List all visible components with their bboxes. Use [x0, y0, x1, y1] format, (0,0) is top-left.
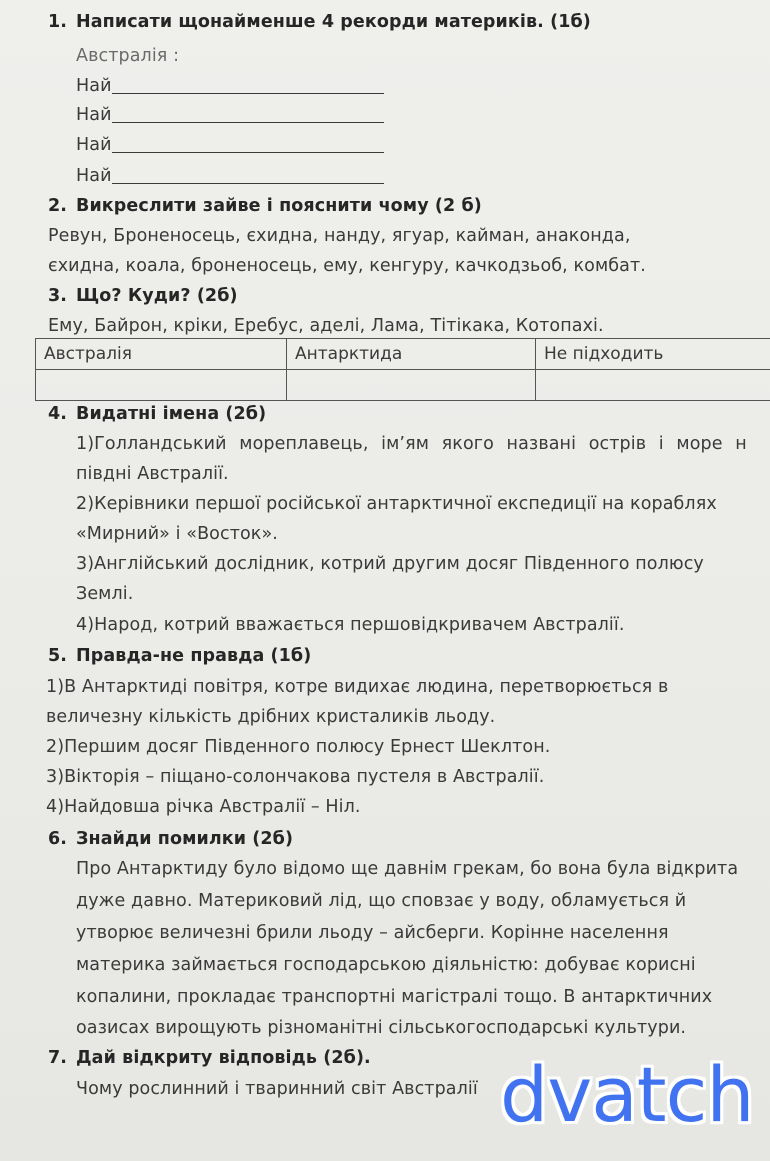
q6-line-5: копалини, прокладає транспортні магістралі тощо. В антарктичних	[76, 987, 713, 1007]
q1-blank-prefix-3: Най	[76, 135, 112, 155]
q6-line-2: дуже давно. Материковий лід, що сповзає у воду, обламується й	[76, 891, 687, 911]
q2-title: Викреслити зайве і пояснити чому (2 б)	[76, 196, 482, 216]
table-cell-antarctica[interactable]	[287, 370, 536, 401]
q6-line-1: Про Антарктиду було відомо ще давнім грекам, бо вона була відкрита	[76, 859, 739, 879]
q4-heading	[48, 402, 266, 426]
q3-word-list: Ему, Байрон, кріки, Еребус, аделі, Лама, Тітікака, Котопахі.	[48, 316, 604, 336]
q5-line-5: 4)Найдовша річка Австралії – Ніл.	[46, 797, 361, 817]
q4-line-2: півдні Австралії.	[76, 464, 229, 484]
q6-heading	[48, 827, 293, 851]
q2-number: 2.	[48, 196, 68, 216]
q1-heading	[48, 10, 591, 34]
q4-line-3: 2)Керівники першої російської антарктичної експедиції на кораблях	[76, 494, 717, 514]
q5-line-2: величезну кількість дрібних кристаликів льоду.	[46, 707, 496, 727]
q1-answer-line-1	[112, 93, 384, 94]
q3-title: Що? Куди? (2б)	[76, 286, 238, 306]
table-answer-row	[36, 370, 770, 401]
table-cell-australia[interactable]	[36, 370, 287, 401]
q5-heading	[48, 644, 311, 668]
q4-line-4: «Мирний» і «Восток».	[76, 524, 278, 544]
q3-number: 3.	[48, 286, 68, 306]
q4-line-6: Землі.	[76, 584, 134, 604]
q5-line-4: 3)Вікторія – піщано-солончакова пустеля в Австралії.	[46, 767, 545, 787]
q1-continent-label: Австралія :	[76, 46, 180, 66]
q1-title: Написати щонайменше 4 рекорди материків. (1б)	[76, 12, 591, 32]
watermark-logo: dvatch	[500, 1050, 754, 1139]
q6-line-4: материка займається господарською діяльністю: добуває корисні	[76, 955, 696, 975]
q3-heading	[48, 284, 238, 308]
q5-title: Правда-не правда (1б)	[76, 646, 312, 666]
q1-answer-line-4	[112, 183, 384, 184]
q7-number: 7.	[48, 1048, 68, 1068]
q2-line-2: єхидна, коала, броненосець, ему, кенгуру, качкодзьоб, комбат.	[48, 256, 646, 276]
table-header-australia: Австралія	[36, 339, 287, 370]
q6-line-6: оазисах вирощують різноманітні сільськогосподарські культури.	[76, 1018, 687, 1038]
q6-line-3: утворює величезні брили льоду – айсберги. Корінне населення	[76, 923, 669, 943]
q2-heading	[48, 194, 482, 218]
q1-answer-line-2	[112, 122, 384, 123]
q4-number: 4.	[48, 404, 68, 424]
q3-sorting-table	[35, 338, 770, 401]
q5-line-3: 2)Першим досяг Південного полюсу Ернест Шеклтон.	[46, 737, 551, 757]
q4-title: Видатні імена (2б)	[76, 404, 267, 424]
table-header-not-fit: Не підходить	[536, 339, 770, 370]
q5-number: 5.	[48, 646, 68, 666]
q4-line-5: 3)Англійський дослідник, котрий другим досяг Південного полюсу	[76, 554, 704, 574]
table-cell-not-fit[interactable]	[536, 370, 770, 401]
q1-number: 1.	[48, 12, 68, 32]
table-header-antarctica: Антарктида	[287, 339, 536, 370]
q2-line-1: Ревун, Броненосець, єхидна, нанду, ягуар, кайман, анаконда,	[48, 226, 631, 246]
q1-answer-line-3	[112, 152, 384, 153]
table-header-row	[36, 339, 770, 370]
q4-line-7: 4)Народ, котрий вважається першовідкривачем Австралії.	[76, 615, 625, 635]
q7-line: Чому рослинний і тваринний світ Австралії	[76, 1079, 478, 1099]
q5-line-1: 1)В Антарктиді повітря, котре видихає людина, перетворюється в	[46, 677, 669, 697]
q7-title: Дай відкриту відповідь (2б).	[76, 1048, 371, 1068]
q1-blank-prefix-4: Най	[76, 166, 112, 186]
q6-number: 6.	[48, 829, 68, 849]
q4-line-1: 1)Голландський мореплавець, ім’ям якого названі острів і море н	[76, 434, 747, 454]
q7-heading	[48, 1046, 371, 1070]
q1-blank-prefix-2: Най	[76, 105, 112, 125]
q6-title: Знайди помилки (2б)	[76, 829, 294, 849]
q1-blank-prefix-1: Най	[76, 76, 112, 96]
